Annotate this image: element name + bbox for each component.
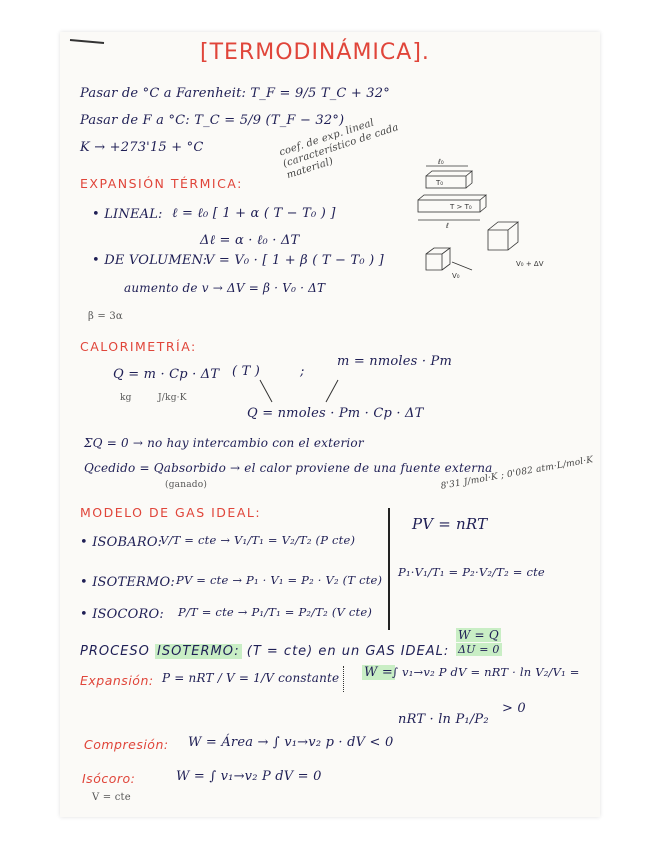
heading-isotermo-highlight: ISOTERMO: — [157, 644, 240, 659]
fig-t-gt-t0-label: T > T₀ — [450, 203, 472, 211]
isochoric-label: • ISOCORO: — [80, 607, 164, 622]
isobaric-label: • ISOBARO: — [80, 535, 163, 550]
heading-ideal-gas: MODELO DE GAS IDEAL: — [80, 505, 262, 520]
isochoric-formula: P/T = cte → P₁/T₁ = P₂/T₂ (V cte) — [178, 605, 373, 619]
fig-v0-label: V₀ — [452, 272, 460, 280]
r-constant-values: 8'31 J/mol·K ; 0'082 atm·L/mol·K — [440, 455, 595, 492]
conversion-kelvin: K → +273'15 + °C — [80, 140, 204, 155]
work-w-highlight: W = — [364, 665, 393, 680]
delta-u-zero: ΔU = 0 — [458, 643, 500, 656]
gas-divider — [388, 508, 390, 630]
conversion-f-to-c: Pasar de F a °C: T_C = 5/9 (T_F − 32°) — [80, 113, 345, 128]
compression-work: W = Área → ∫ v₁→v₂ p · dV < 0 — [188, 735, 394, 750]
volume-label: • DE VOLUMEN: — [92, 253, 208, 268]
linear-label: • LINEAL: — [92, 207, 163, 222]
fig-t0-label: T₀ — [436, 179, 444, 187]
coef-note: coef. de exp. lineal (característico de cada material) — [278, 117, 401, 182]
w-eq-q: W = Q — [458, 628, 499, 642]
heading-isothermal-process — [80, 644, 449, 659]
isothermal-label: • ISOTERMO: — [80, 575, 175, 590]
compression-label: Compresión: — [84, 737, 169, 752]
isobaric-formula: V/T = cte → V₁/T₁ = V₂/T₂ (P cte) — [160, 533, 356, 547]
fig-l0-label: ℓ₀ — [438, 158, 444, 166]
q-units-cp: J/kg·K — [158, 393, 187, 403]
q-formula: Q = m · Cp · ΔT — [113, 367, 220, 382]
isochoric-process-label: Isócoro: — [82, 771, 136, 786]
heading-calorimetry: CALORIMETRÍA: — [80, 339, 197, 354]
v-cte: V = cte — [92, 792, 131, 803]
pv-nrt: PV = nRT — [412, 515, 488, 533]
bar-initial — [426, 176, 466, 188]
expansion-diagram — [408, 158, 568, 283]
expansion-divider — [343, 666, 345, 692]
conversion-c-to-f: Pasar de °C a Farenheit: T_F = 9/5 T_C + 32° — [80, 86, 390, 101]
combined-gas-law: P₁·V₁/T₁ = P₂·V₂/T₂ = cte — [398, 565, 545, 579]
calorimetry-arrows — [250, 378, 350, 406]
m-formula: m = nmoles · Pm — [337, 354, 453, 369]
expansion-pressure: P = nRT / V = 1/V constante — [162, 671, 340, 685]
fig-v0-dv-label: V₀ + ΔV — [516, 260, 544, 268]
gt-zero: > 0 — [502, 701, 526, 716]
heading-pre: PROCESO — [80, 644, 150, 659]
page-title: [TERMODINÁMICA]. — [200, 40, 430, 65]
expansion-work: ∫ v₁→v₂ P dV = nRT · ln V₂/V₁ = — [392, 665, 580, 679]
cube-expanded — [488, 222, 518, 250]
paren-t: ( T ) — [232, 364, 261, 379]
sum-q-zero: ΣQ = 0 → no hay intercambio con el exterior — [84, 436, 364, 450]
semicolon: ; — [300, 364, 305, 379]
pen-mark — [68, 34, 108, 46]
q-balance: Qcedido = Qabsorbido → el calor proviene de una fuente externa — [84, 461, 493, 475]
linear-formula: ℓ = ℓ₀ [ 1 + α ( T − T₀ ) ] — [172, 206, 336, 221]
fig-l-label: ℓ — [446, 222, 449, 230]
heading-expansion: EXPANSIÓN TÉRMICA: — [80, 176, 243, 191]
isothermal-formula: PV = cte → P₁ · V₁ = P₂ · V₂ (T cte) — [176, 573, 383, 587]
volume-formula: V = V₀ · [ 1 + β ( T − T₀ ) ] — [205, 253, 384, 268]
ganado-note: (ganado) — [165, 480, 208, 490]
q-moles-formula: Q = nmoles · Pm · Cp · ΔT — [247, 406, 424, 421]
linear-delta: Δℓ = α · ℓ₀ · ΔT — [200, 233, 300, 248]
q-units-kg: kg — [120, 393, 132, 403]
expansion-label: Expansión: — [80, 673, 154, 688]
cube-initial — [426, 248, 450, 270]
expansion-work-pressure: nRT · ln P₁/P₂ — [398, 712, 489, 727]
volume-increase: aumento de v → ΔV = β · V₀ · ΔT — [124, 281, 326, 295]
heading-post: (T = cte) en un GAS IDEAL: — [246, 644, 450, 659]
beta-relation: β = 3α — [88, 311, 123, 322]
isochoric-work: W = ∫ v₁→v₂ P dV = 0 — [176, 769, 322, 784]
